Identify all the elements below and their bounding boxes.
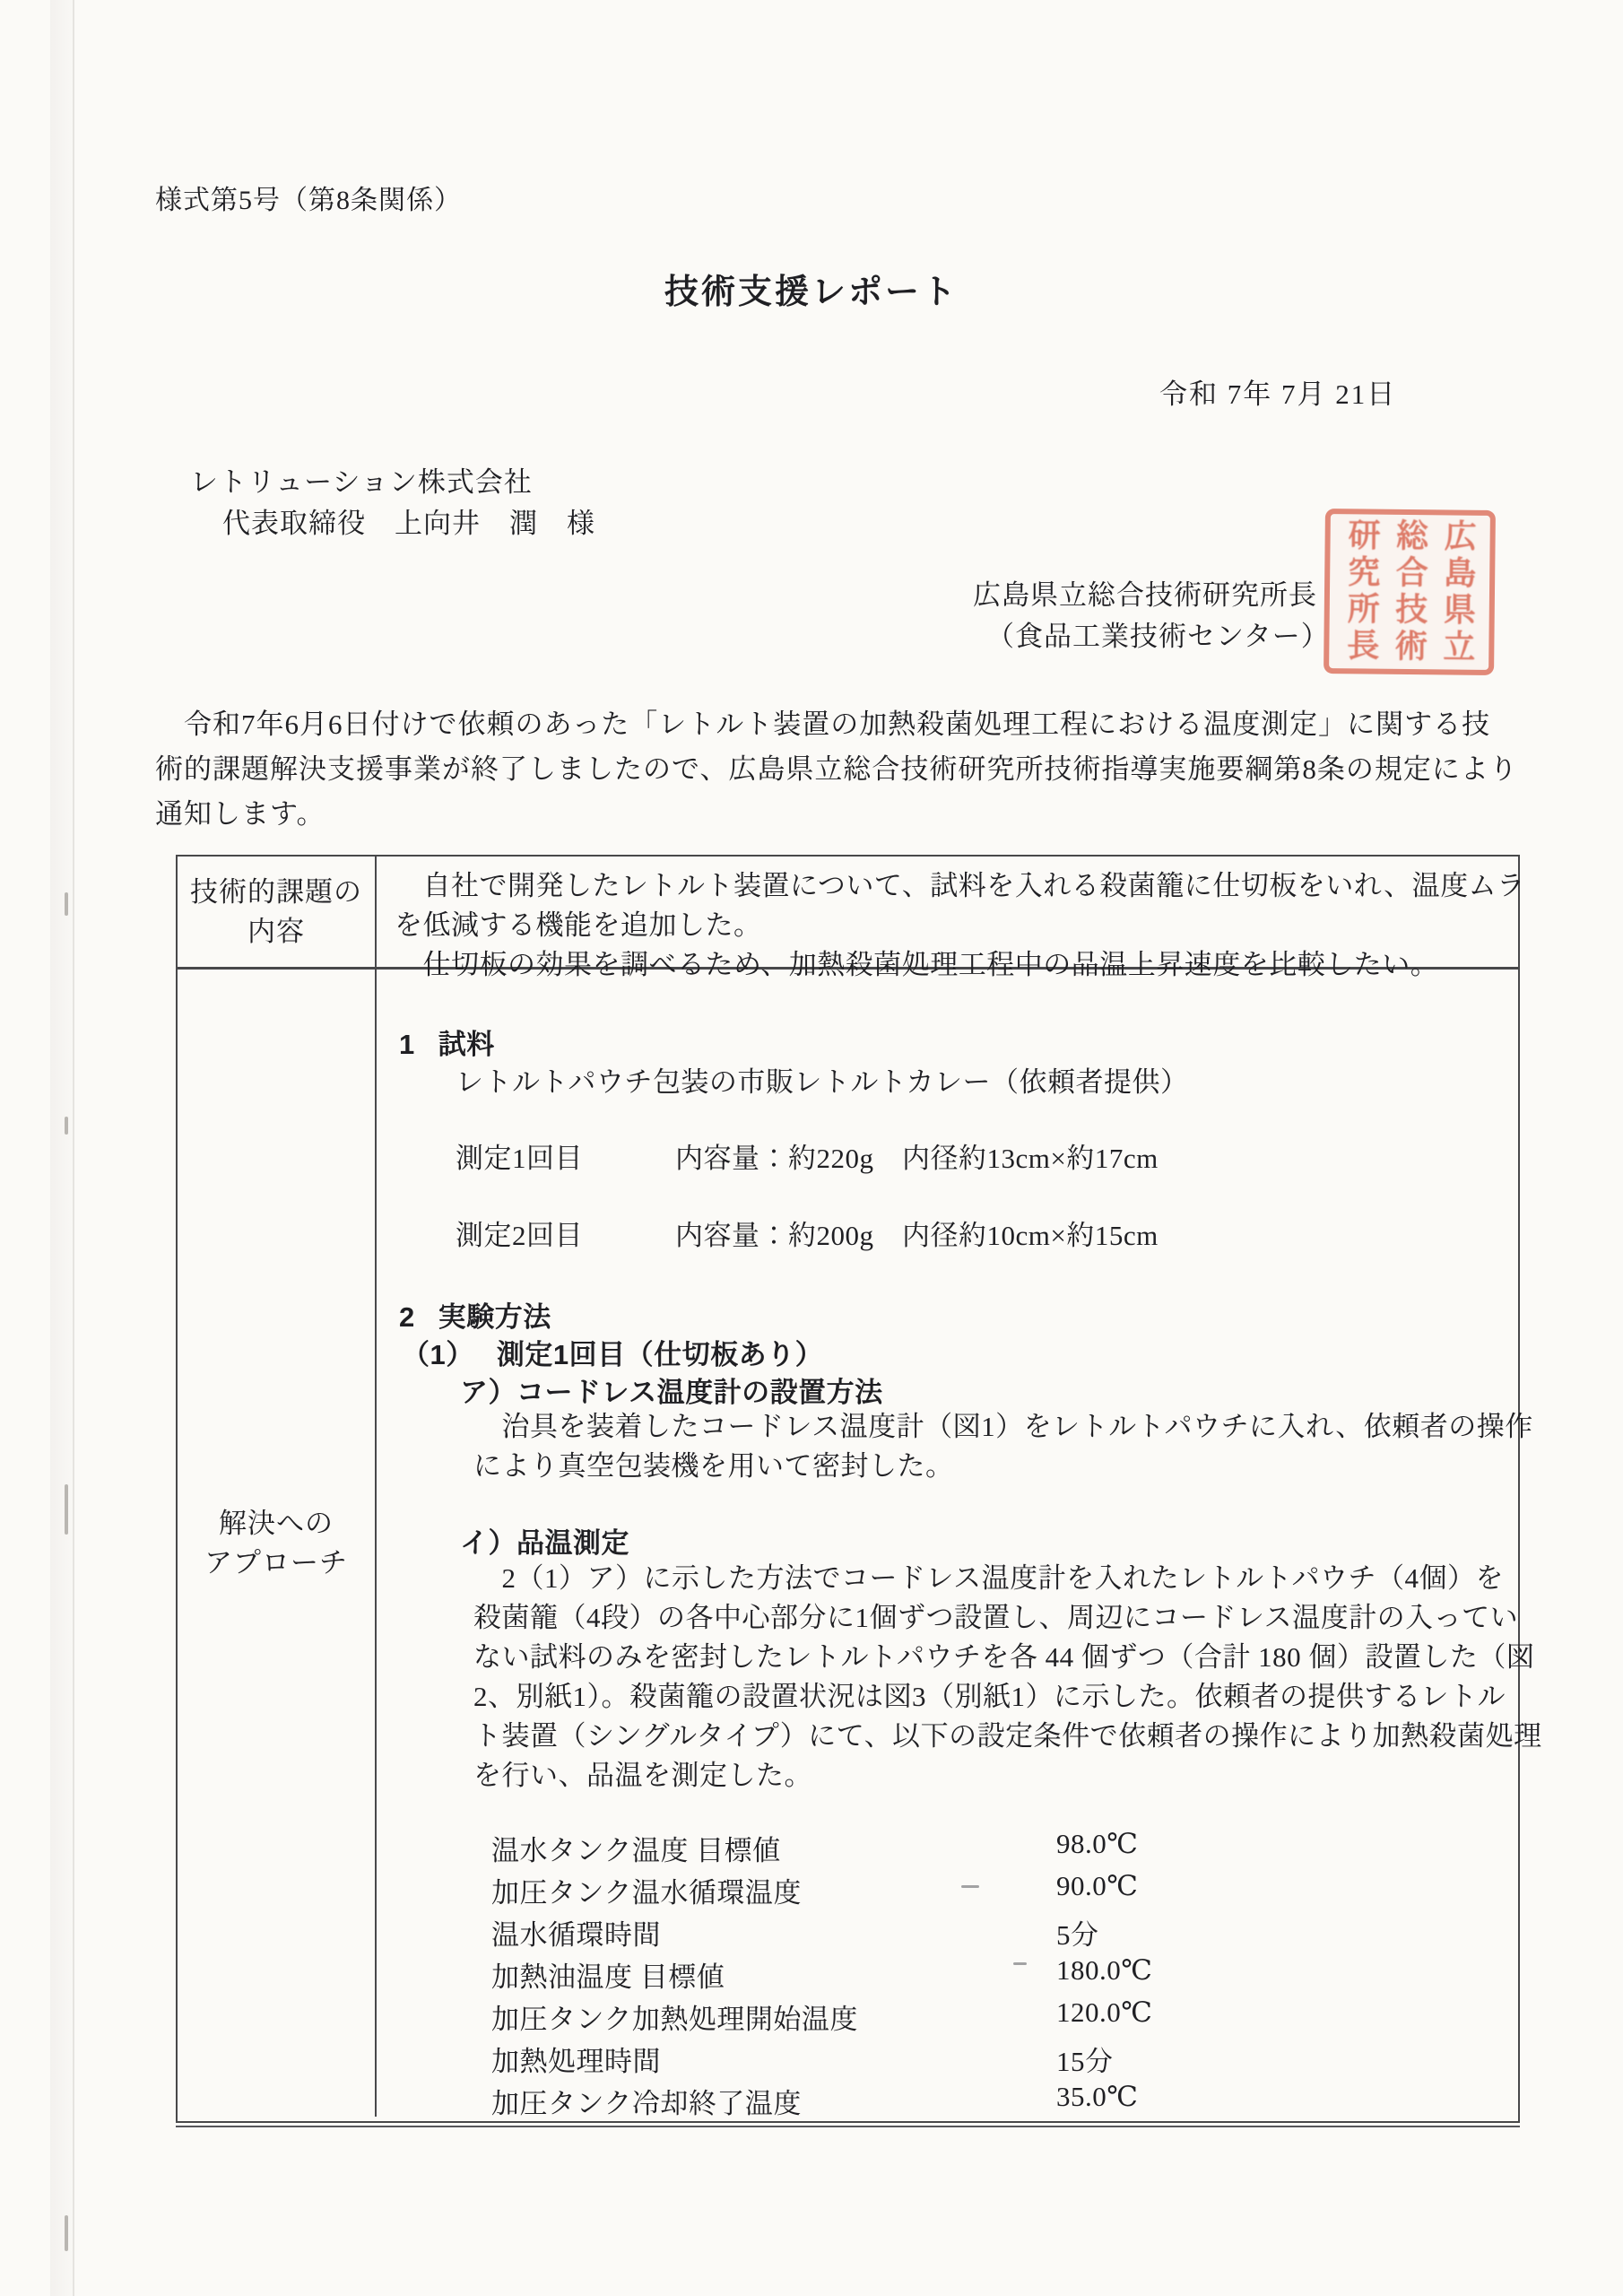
intro-line: 令和7年6月6日付けで依頼のあった「レトルト装置の加熱殺菌処理工程における温度測定」に関する技 xyxy=(155,709,1491,740)
setting-row xyxy=(491,2081,1152,2123)
measurement-2-term: 測定2回目 xyxy=(456,1220,583,1251)
setting-value: 180.0℃ xyxy=(1056,1954,1153,1986)
section-1-heading xyxy=(399,1022,495,1062)
form-number: 様式第5号（第8条関係） xyxy=(155,186,462,215)
document-date: 令和 7年 7月 21日 xyxy=(1159,378,1397,410)
setting-row xyxy=(491,1954,1152,1996)
subsection-i-heading: イ）品温測定 xyxy=(460,1527,629,1559)
method-a-paragraph xyxy=(473,1407,1533,1486)
setting-value: 5分 xyxy=(1056,1919,1099,1951)
setting-label: 加圧タンク冷却終了温度 xyxy=(491,2088,802,2119)
process-settings-list xyxy=(491,1828,1152,2123)
section-number: 1 xyxy=(399,1029,415,1060)
setting-row xyxy=(491,1996,1152,2039)
scan-artifact xyxy=(65,2215,68,2251)
setting-row xyxy=(491,1912,1152,1954)
setting-label: 温水タンク温度 目標値 xyxy=(491,1835,781,1866)
seal-text-column: 研究所長 xyxy=(1342,517,1381,665)
intro-paragraph xyxy=(155,702,1518,837)
row-label-cell xyxy=(178,857,377,967)
row-content-cell xyxy=(377,970,1542,2119)
recipient-person: 代表取締役 上向井 潤 様 xyxy=(222,508,595,539)
setting-row xyxy=(491,2039,1152,2081)
support-report-table xyxy=(176,855,1542,2123)
measurement-2-line xyxy=(456,1213,1159,1253)
setting-row xyxy=(491,1828,1152,1870)
paragraph-line: 2、別紙1）。殺菌籠の設置状況は図3（別紙1）に示した。依頼者の提供するレトル xyxy=(473,1681,1506,1712)
setting-label: 加圧タンク温水循環温度 xyxy=(491,1877,802,1909)
table-row-technical-issue xyxy=(178,857,1525,980)
page-title: 技術支援レポート xyxy=(664,274,959,311)
paragraph-line: ない試料のみを密封したレトルトパウチを各 44 個ずつ（合計 180 個）設置した（図 xyxy=(473,1641,1535,1673)
issue-line: 仕切板の効果を調べるため、加熱殺菌処理工程中の品温上昇速度を比較したい。 xyxy=(395,949,1439,980)
paragraph-line: を行い、品温を測定した。 xyxy=(473,1760,812,1791)
setting-label: 加熱処理時間 xyxy=(491,2046,661,2077)
measurement-1-line xyxy=(456,1135,1159,1176)
paragraph-line: 治具を装着したコードレス温度計（図1）をレトルトパウチに入れ、依頼者の操作 xyxy=(473,1411,1533,1442)
issue-line: 自社で開発したレトルト装置について、試料を入れる殺菌籠に仕切板をいれ、温度ムラ xyxy=(395,870,1525,901)
row-label-line: アプローチ xyxy=(204,1546,348,1578)
setting-row xyxy=(491,1870,1152,1912)
scan-artifact xyxy=(65,892,68,916)
setting-value: 90.0℃ xyxy=(1056,1870,1139,1901)
intro-line: 術的課題解決支援事業が終了しましたので、広島県立総合技術研究所技術指導実施要綱第8条の規定により xyxy=(155,753,1518,785)
section-title: 試料 xyxy=(438,1029,495,1060)
setting-value: 98.0℃ xyxy=(1056,1828,1139,1859)
paragraph-line: 殺菌籠（4段）の各中心部分に1個ずつ設置し、周辺にコードレス温度計の入ってい xyxy=(473,1602,1519,1633)
sender-organization: 広島県立総合技術研究所長 xyxy=(973,579,1317,611)
section-title: 実験方法 xyxy=(438,1301,551,1333)
row-label-line: 内容 xyxy=(247,915,305,947)
row-label-line: 解決への xyxy=(219,1507,334,1539)
scan-artifact xyxy=(73,0,74,2296)
scan-artifact xyxy=(50,0,74,2296)
intro-line: 通知します。 xyxy=(155,798,325,830)
setting-value: 15分 xyxy=(1056,2046,1114,2077)
scan-artifact xyxy=(65,1484,68,1535)
setting-value: 120.0℃ xyxy=(1056,1996,1153,2028)
temperature-measurement-paragraph xyxy=(473,1559,1542,1796)
paragraph-line: ト装置（シングルタイプ）にて、以下の設定条件で依頼者の操作により加熱殺菌処理 xyxy=(473,1720,1542,1752)
table-row-approach xyxy=(178,970,1542,2119)
section-2-heading xyxy=(399,1294,551,1335)
measurement-2-detail: 内容量：約200g 内径約10cm×約15cm xyxy=(675,1220,1159,1251)
paragraph-line: により真空包装機を用いて密封した。 xyxy=(473,1450,954,1482)
row-label-cell xyxy=(178,970,377,2117)
sample-description: レトルトパウチ包装の市販レトルトカレー（依頼者提供） xyxy=(456,1066,1189,1098)
setting-label: 加熱油温度 目標値 xyxy=(491,1961,725,1993)
setting-label: 加圧タンク加熱処理開始温度 xyxy=(491,2004,858,2035)
row-label-line: 技術的課題の xyxy=(190,875,362,908)
subsection-a-heading: ア）コードレス温度計の設置方法 xyxy=(460,1377,883,1408)
issue-line: を低減する機能を追加した。 xyxy=(395,909,762,941)
row-content-cell xyxy=(377,857,1538,980)
measurement-1-term: 測定1回目 xyxy=(456,1143,583,1174)
setting-value: 35.0℃ xyxy=(1056,2081,1139,2112)
official-seal xyxy=(1324,509,1496,675)
paragraph-line: 2（1）ア）に示した方法でコードレス温度計を入れたレトルトパウチ（4個）を xyxy=(473,1562,1504,1594)
section-number: 2 xyxy=(399,1301,415,1333)
measurement-1-detail: 内容量：約220g 内径約13cm×約17cm xyxy=(675,1143,1159,1174)
sender-department: （食品工業技術センター） xyxy=(986,621,1330,652)
recipient-company: レトリューション株式会社 xyxy=(190,466,533,498)
seal-text-column: 総合技術 xyxy=(1391,517,1428,666)
seal-text-column: 広島県立 xyxy=(1438,518,1477,666)
subsection-1-heading: （1） 測定1回目（仕切板あり） xyxy=(402,1339,824,1370)
setting-label: 温水循環時間 xyxy=(491,1919,661,1951)
scan-artifact xyxy=(65,1117,68,1135)
